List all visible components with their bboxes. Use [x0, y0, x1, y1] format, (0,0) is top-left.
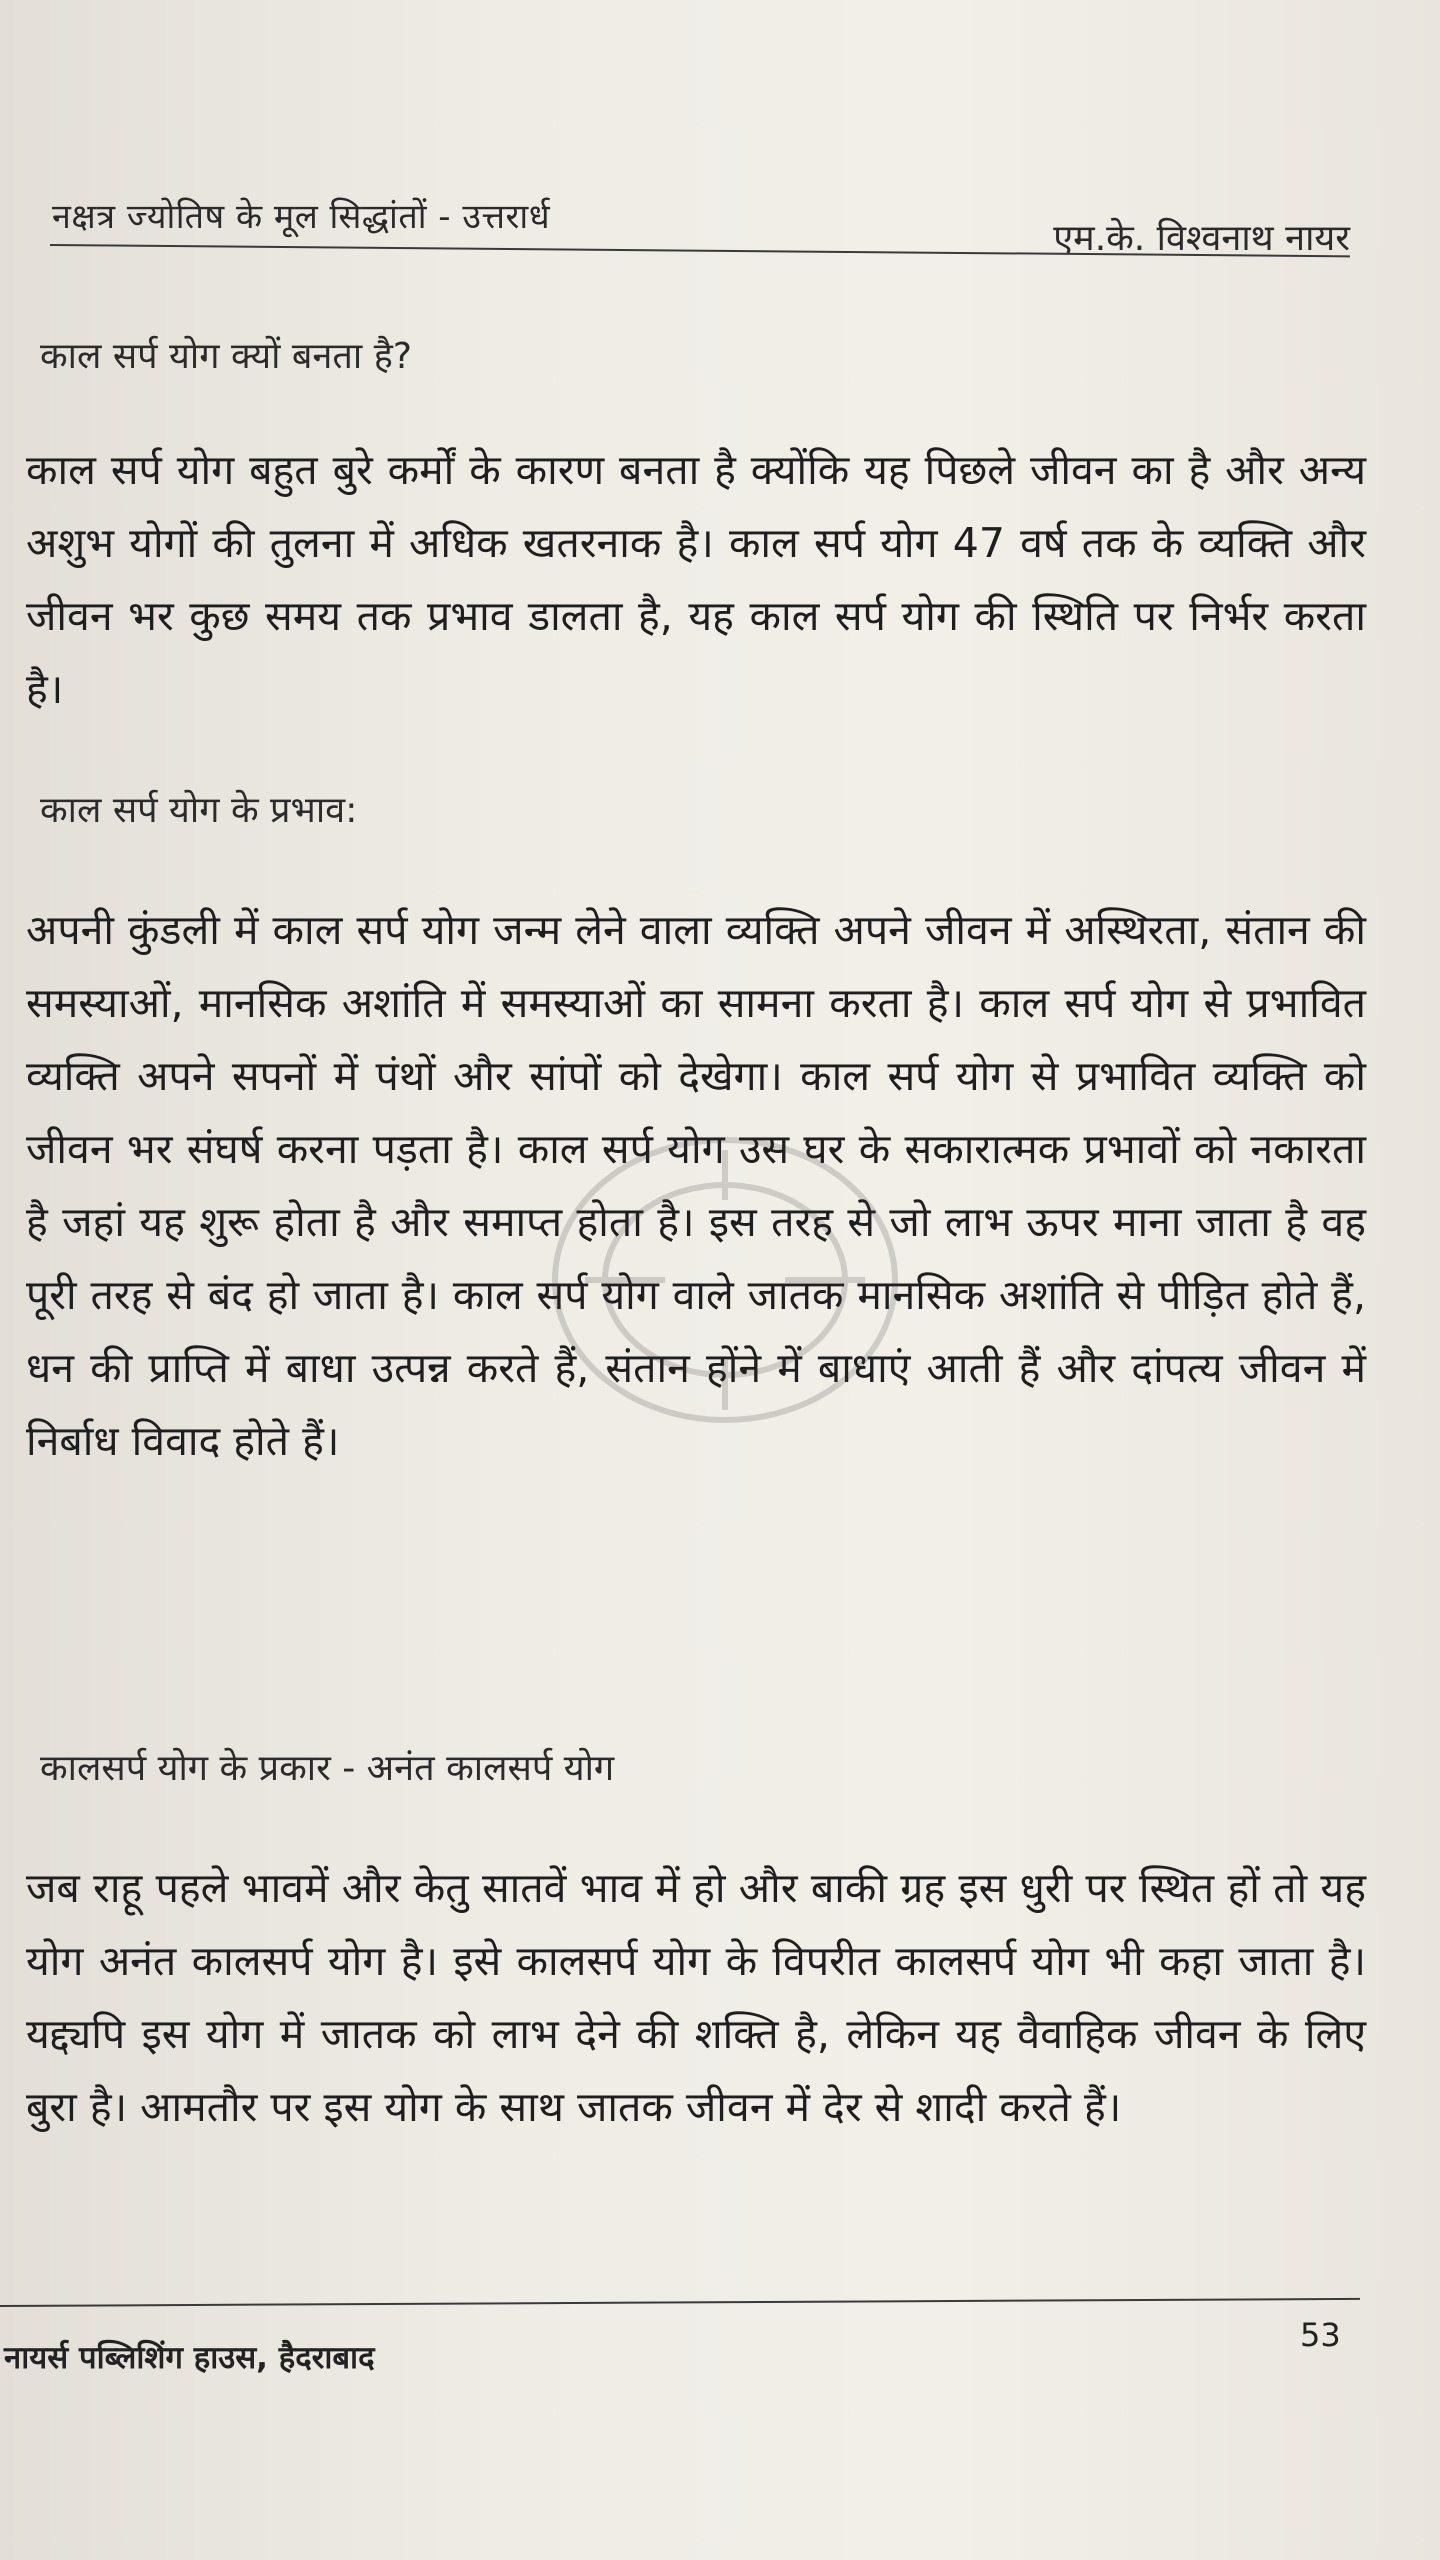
publisher-seal-watermark	[525, 1120, 925, 1440]
section-heading-types: कालसर्प योग के प्रकार - अनंत कालसर्प योग	[40, 1748, 615, 1789]
section-body-why: काल सर्प योग बहुत बुरे कर्मों के कारण बनता है क्योंकि यह पिछले जीवन का है और अन्य अशुभ योगों की तुलना में अधिक खतरनाक है। काल सर्प योग 47 वर्ष तक के व्यक्ति और जीवन भर कुछ समय तक प्रभाव डालता है, यह काल सर्प योग की स्थिति पर निर्भर करता है।	[26, 446, 1366, 713]
footer-divider	[0, 2298, 1360, 2307]
section-body-types: जब राहू पहले भावमें और केतु सातवें भाव में हो और बाकी ग्रह इस धुरी पर स्थित हों तो यह योग अनंत कालसर्प योग है। इसे कालसर्प योग के विपरीत कालसर्प योग भी कहा जाता है। यद्द्यपि इस योग में जातक को लाभ देने की शक्ति है, लेकिन यह वैवाहिक जीवन के लिए बुरा है। आमतौर पर इस योग के साथ जातक जीवन में देर से शादी करते हैं।	[26, 1864, 1366, 2131]
author-name: एम.के. विश्वनाथ नायर	[1053, 218, 1350, 259]
book-title: नक्षत्र ज्योतिष के मूल सिद्धांतों - उत्तरार्ध	[52, 197, 551, 237]
page-number: 53	[1300, 2316, 1341, 2354]
section-heading-why: काल सर्प योग क्यों बनता है?	[40, 336, 412, 377]
section-heading-effects: काल सर्प योग के प्रभाव:	[40, 790, 358, 831]
publisher-name: नायर्स पब्लिशिंग हाउस, हैदराबाद	[4, 2340, 375, 2376]
section-body-effects: अपनी कुंडली में काल सर्प योग जन्म लेने वाला व्यक्ति अपने जीवन में अस्थिरता, संतान की समस्याओं, मानसिक अशांति में समस्याओं का सामना करता है। काल सर्प योग से प्रभावित व्यक्ति अपने सपनों में पंथों और सांपों को देखेगा। काल सर्प योग से प्रभावित व्यक्ति को जीवन भर संघर्ष करना पड़ता है। काल सर्प योग उस घर के सकारात्मक प्रभावों को नकारता है जहां यह शुरू होता है और समाप्त होता है। इस तरह से जो लाभ ऊपर माना जाता है वह पूरी तरह से बंद हो जाता है। काल सर्प योग वाले जातक मानसिक अशांति से पीड़ित होते हैं, धन की प्राप्ति में बाधा उत्पन्न करते हैं, संतान होंने में बाधाएं आती हैं और दांपत्य जीवन में निर्बाध विवाद होते हैं।	[26, 906, 1366, 1465]
